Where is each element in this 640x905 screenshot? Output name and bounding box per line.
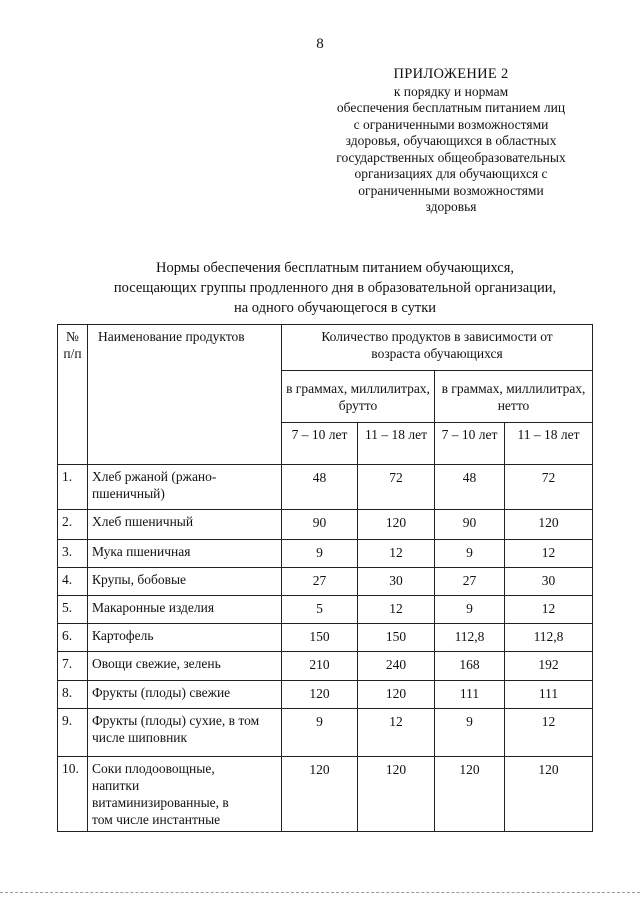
header-age-11-18-gross: 11 – 18 лет [358,423,435,465]
gross-11-18: 150 [358,624,435,652]
row-number: 7. [58,652,88,681]
net-7-10: 9 [435,709,505,757]
document-title-line: посещающих группы продленного дня в образовательной организации, [113,280,557,296]
product-name: Хлеб ржаной (ржано-пшеничный) [88,465,282,510]
row-number: 8. [58,681,88,709]
appendix-line: организациях для обучающихся с [354,166,548,181]
gross-11-18: 120 [358,757,435,832]
appendix-line: к порядку и нормам [393,83,509,99]
gross-11-18: 120 [358,681,435,709]
table-row [58,510,593,540]
product-name: Фрукты (плоды) свежие [88,681,282,709]
net-7-10: 120 [435,757,505,832]
gross-7-10: 9 [282,540,358,568]
net-7-10: 9 [435,596,505,624]
table-row [58,757,593,832]
table-row [58,681,593,709]
net-7-10: 112,8 [435,624,505,652]
table-row [58,652,593,681]
appendix-line: ограниченными возможностями [358,182,544,198]
document-title-line: Нормы обеспечения бесплатным питанием обучающихся, [155,260,515,276]
product-name: Мука пшеничная [88,540,282,568]
gross-7-10: 27 [282,568,358,596]
net-11-18: 30 [505,568,593,596]
product-name: Крупы, бобовые [88,568,282,596]
gross-7-10: 120 [282,681,358,709]
row-number: 10. [58,757,88,832]
net-11-18: 120 [505,757,593,832]
document-title [80,258,590,318]
product-name: Фрукты (плоды) сухие, в том числе шиповник [88,709,282,757]
gross-7-10: 120 [282,757,358,832]
header-age-7-10-net: 7 – 10 лет [435,423,505,465]
net-7-10: 9 [435,540,505,568]
product-name: Макаронные изделия [88,596,282,624]
document-title-line: на одного обучающегося в сутки [233,300,437,316]
net-11-18: 72 [505,465,593,510]
appendix-block [306,66,596,216]
header-gross: в граммах, миллилитрах, брутто [282,371,435,423]
header-net: в граммах, миллилитрах, нетто [435,371,593,423]
product-name: Соки плодоовощные, напитки витаминизированные, в том числе инстантные [88,757,282,832]
row-number: 5. [58,596,88,624]
appendix-line: здоровья, обучающихся в областных [345,133,557,148]
nutrition-norms-table [57,324,593,832]
header-age-7-10-gross: 7 – 10 лет [282,423,358,465]
table-row [58,540,593,568]
product-name: Хлеб пшеничный [88,510,282,540]
net-11-18: 12 [505,709,593,757]
net-11-18: 120 [505,510,593,540]
table-row [58,624,593,652]
appendix-line: обеспечения бесплатным питанием лиц [336,100,566,115]
net-7-10: 27 [435,568,505,596]
header-product-name: Наименование продуктов [88,325,282,465]
row-number: 6. [58,624,88,652]
net-7-10: 48 [435,465,505,510]
appendix-line: здоровья [425,199,477,214]
header-quantity: Количество продуктов в зависимости от возраста обучающихся [282,325,593,371]
gross-7-10: 48 [282,465,358,510]
gross-11-18: 12 [358,596,435,624]
row-number: 4. [58,568,88,596]
gross-11-18: 120 [358,510,435,540]
gross-7-10: 210 [282,652,358,681]
gross-11-18: 30 [358,568,435,596]
gross-7-10: 9 [282,709,358,757]
product-name: Картофель [88,624,282,652]
appendix-line: государственных общеобразовательных [336,149,566,165]
header-num: № п/п [58,325,88,465]
net-7-10: 90 [435,510,505,540]
row-number: 3. [58,540,88,568]
net-11-18: 112,8 [505,624,593,652]
net-11-18: 12 [505,540,593,568]
net-7-10: 168 [435,652,505,681]
table-row [58,568,593,596]
gross-7-10: 150 [282,624,358,652]
gross-7-10: 90 [282,510,358,540]
gross-11-18: 240 [358,652,435,681]
net-11-18: 12 [505,596,593,624]
net-7-10: 111 [435,681,505,709]
page-bottom-divider [0,892,640,893]
table-row [58,596,593,624]
row-number: 1. [58,465,88,510]
row-number: 9. [58,709,88,757]
table-row [58,465,593,510]
net-11-18: 111 [505,681,593,709]
gross-7-10: 5 [282,596,358,624]
appendix-title: ПРИЛОЖЕНИЕ 2 [393,66,509,82]
gross-11-18: 12 [358,709,435,757]
gross-11-18: 72 [358,465,435,510]
header-age-11-18-net: 11 – 18 лет [505,423,593,465]
product-name: Овощи свежие, зелень [88,652,282,681]
appendix-line: с ограниченными возможностями [353,116,549,132]
table-row [58,709,593,757]
gross-11-18: 12 [358,540,435,568]
net-11-18: 192 [505,652,593,681]
row-number: 2. [58,510,88,540]
page-number: 8 [316,36,324,52]
